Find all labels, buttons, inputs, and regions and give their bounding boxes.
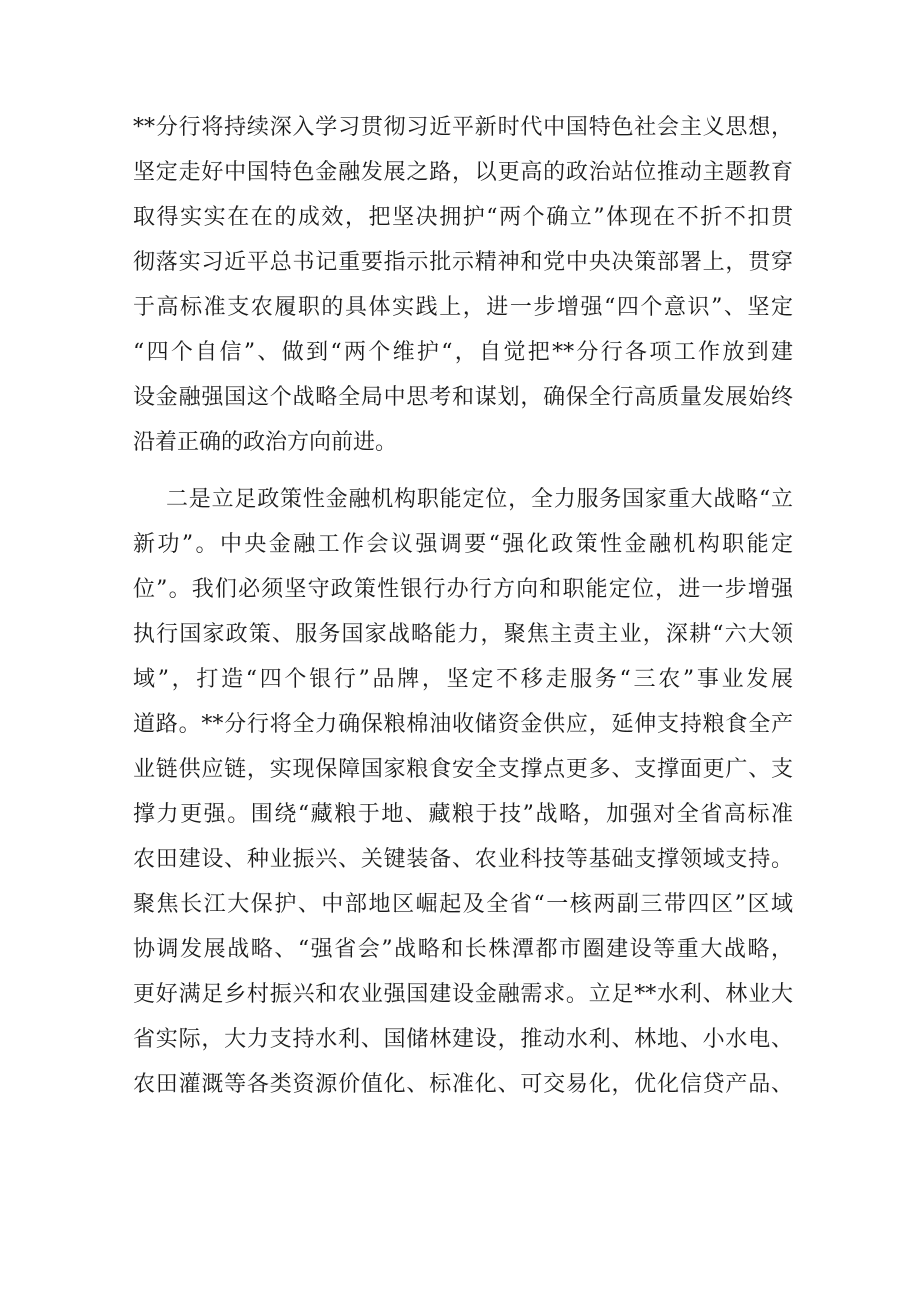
paragraph-2-line-4: 执行国家政策、服务国家战略能力，聚焦主责主业，深耕“六大领 [133,622,793,647]
paragraph-2-line-8: 撑力更强。围绕“藏粮于地、藏粮于技”战略，加强对全省高标准 [133,802,793,827]
paragraph-2-line-1: 二是立足政策性金融机构职能定位，全力服务国家重大战略“立 [166,487,793,512]
paragraph-1-line-5: 于高标准支农履职的具体实践上，进一步增强“四个意识”、坚定 [133,295,793,320]
paragraph-2-line-3: 位”。我们必须坚守政策性银行办行方向和职能定位，进一步增强 [133,577,793,602]
paragraph-2-line-10: 聚焦长江大保护、中部地区崛起及全省“一核两副三带四区”区域 [133,892,793,917]
paragraph-1-line-8: 沿着正确的政治方向前进。 [133,430,398,455]
paragraph-1-line-7: 设金融强国这个战略全局中思考和谋划，确保全行高质量发展始终 [133,385,793,410]
paragraph-2-line-7: 业链供应链，实现保障国家粮食安全支撑点更多、支撑面更广、支 [133,757,793,782]
paragraph-1-line-2: 坚定走好中国特色金融发展之路，以更高的政治站位推动主题教育 [133,160,793,185]
paragraph-1-line-6: “四个自信”、做到“两个维护“，自觉把**分行各项工作放到建 [133,340,793,365]
paragraph-1-line-1: **分行将持续深入学习贯彻习近平新时代中国特色社会主义思想， [133,115,793,140]
paragraph-2-line-6: 道路。**分行将全力确保粮棉油收储资金供应，延伸支持粮食全产 [133,712,793,737]
paragraph-1-line-4: 彻落实习近平总书记重要指示批示精神和党中央决策部署上，贯穿 [133,250,793,275]
paragraph-2-line-12: 更好满足乡村振兴和农业强国建设金融需求。立足**水利、林业大 [133,982,793,1007]
paragraph-2-line-2: 新功”。中央金融工作会议强调要“强化政策性金融机构职能定 [133,532,793,557]
paragraph-2-line-5: 域”，打造“四个银行”品牌，坚定不移走服务“三农”事业发展 [133,667,793,692]
paragraph-1-line-3: 取得实实在在的成效，把坚决拥护“两个确立”体现在不折不扣贯 [133,205,793,230]
paragraph-2-line-9: 农田建设、种业振兴、关键装备、农业科技等基础支撑领域支持。 [133,847,793,872]
paragraph-2-line-14: 农田灌溉等各类资源价值化、标准化、可交易化，优化信贷产品、 [133,1072,793,1097]
paragraph-2-line-11: 协调发展战略、“强省会”战略和长株潭都市圈建设等重大战略， [133,937,793,962]
paragraph-2-line-13: 省实际，大力支持水利、国储林建设，推动水利、林地、小水电、 [133,1027,793,1052]
